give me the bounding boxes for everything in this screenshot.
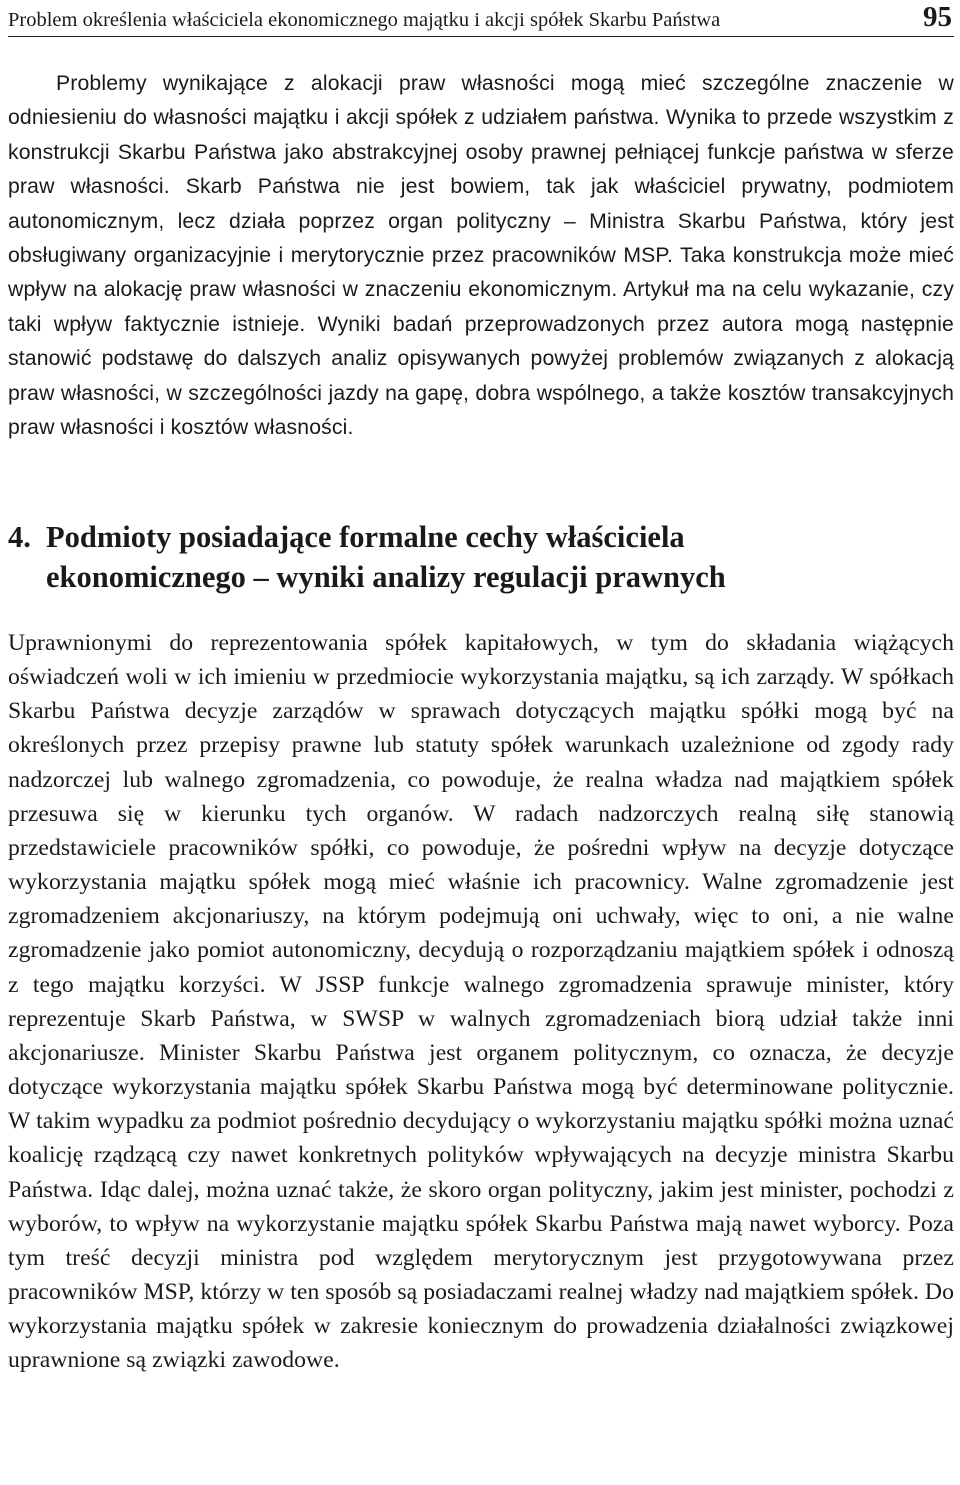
section-title-line-1: Podmioty posiadające formalne cechy właściciela: [46, 520, 685, 554]
page-number: 95: [923, 1, 952, 33]
running-header: [8, 2, 954, 37]
body-paragraph-section-4: Uprawnionymi do reprezentowania spółek kapitałowych, w tym do składania wiążących oświadczeń woli w ich imieniu w przedmiocie wykorzystania majątku, są ich zarządy. W spółkach Skarbu Państwa decyzje zarządów w sprawach dotyczących majątku spółki mogą być na określonych przez przepisy prawne lub statuty spółek warunkach uzależnione od zgody rady nadzorczej lub walnego zgromadzenia, co powoduje, że realna władza nad majątkiem spółek przesuwa się w kierunku tych organów. W radach nadzorczych realną siłę stanowią przedstawiciele pracowników spółki, co powoduje, że pośredni wpływ na decyzje dotyczące wykorzystania majątku spółek mogą mieć właśnie ich pracownicy. Walne zgromadzenie jest zgromadzeniem akcjonariuszy, na którym podejmują oni uchwały, więc to oni, a nie walne zgromadzenie jako pomiot autonomiczny, decydują o rozporządzaniu majątkiem spółek i odnoszą z tego majątku korzyści. W JSSP funkcje walnego zgromadzenia sprawuje minister, który reprezentuje Skarb Państwa, w SWSP w walnych zgromadzeniach biorą udział także inni akcjonariusze. Minister Skarbu Państwa jest organem politycznym, co oznacza, że decyzje dotyczące wykorzystania majątku spółek Skarbu Państwa mogą być determinowane politycznie. W takim wypadku za podmiot pośrednio decydujący o wykorzystaniu majątku spółki można uznać koalicję rządzącą czy nawet konkretnych polityków wpływających na decyzje ministra Skarbu Państwa. Idąc dalej, można uznać także, że skoro organ polityczny, jakim jest minister, pochodzi z wyborów, to wpływ na wykorzystanie majątku spółek Skarbu Państwa mają nawet wyborcy. Poza tym treść decyzji ministra pod względem merytorycznym jest przygotowywana przez pracowników MSP, którzy w ten sposób są posiadaczami realnej władzy nad majątkiem spółek. Do wykorzystania majątku spółek w zakresie koniecznym do prowadzenia działalności związkowej uprawnione są związki zawodowe.: [8, 630, 954, 1374]
section-title-line-2: ekonomicznego – wyniki analizy regulacji prawnych: [46, 560, 726, 594]
section-heading: [8, 517, 954, 597]
body-paragraph-intro: Problemy wynikające z alokacji praw własności mogą mieć szczególne znaczenie w odniesieniu do własności majątku i akcji spółek z udziałem państwa. Wynika to przede wszystkim z konstrukcji Skarbu Państwa jako abstrakcyjnej osoby prawnej pełniącej funkcje państwa w sferze praw własności. Skarb Państwa nie jest bowiem, tak jak właściciel prywatny, podmiotem autonomicznym, lecz działa poprzez organ polityczny – Ministra Skarbu Państwa, który jest obsługiwany organizacyjnie i merytorycznie przez pracowników MSP. Taka konstrukcja może mieć wpływ na alokację praw własności w znaczeniu ekonomicznym. Artykuł ma na celu wykazanie, czy taki wpływ faktycznie istnieje. Wyniki badań przeprowadzonych przez autora mogą następnie stanowić podstawę do dalszych analiz opisywanych powyżej problemów związanych z alokacją praw własności, w szczególności jazdy na gapę, dobra wspólnego, a także kosztów transakcyjnych praw własności i kosztów własności.: [8, 72, 954, 440]
running-title: Problem określenia właściciela ekonomicznego majątku i akcji spółek Skarbu Państwa: [8, 9, 721, 31]
section-number: 4.: [8, 520, 31, 554]
document-page: [8, 0, 954, 1485]
